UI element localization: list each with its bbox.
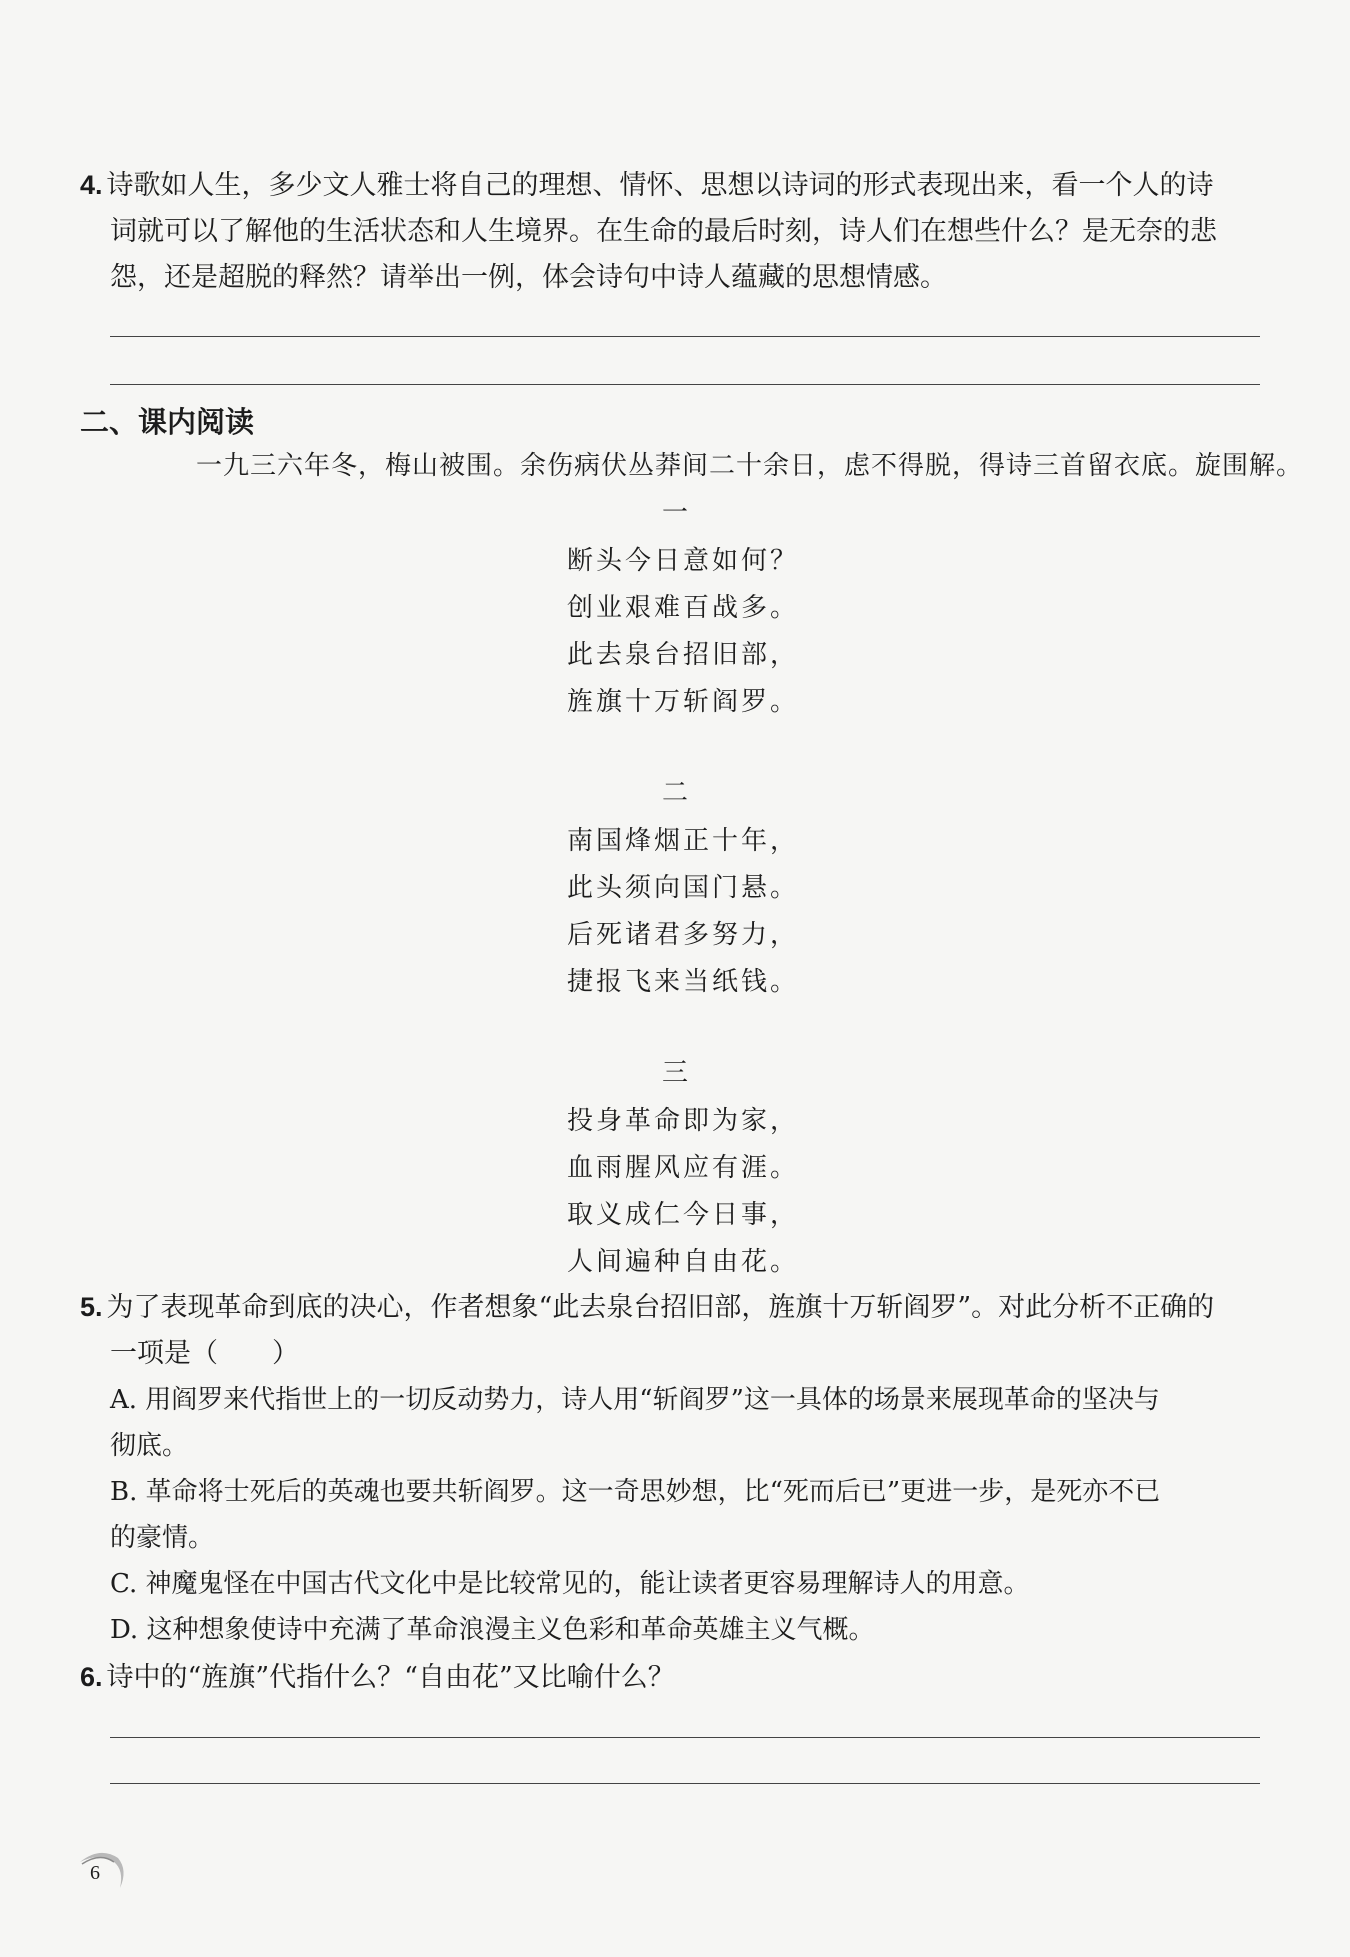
question-4-line-1: 诗歌如人生，多少文人雅士将自己的理想、情怀、思想以诗词的形式表现出来，看一个人的诗 bbox=[106, 170, 1214, 201]
question-5-stem-line-1: 为了表现革命到底的决心，作者想象“此去泉台招旧部，旌旗十万斩阎罗”。对此分析不正确的 bbox=[106, 1292, 1215, 1323]
question-5 bbox=[80, 1284, 1260, 1653]
question-6-number: 6. bbox=[80, 1662, 103, 1692]
option-a-cont: 彻底。 bbox=[110, 1431, 189, 1461]
poem-preface: 一九三六年冬，梅山被围。余伤病伏丛莽间二十余日，虑不得脱，得诗三首留衣底。旋围解。 bbox=[196, 451, 1304, 481]
page-number: 6 bbox=[90, 1862, 100, 1884]
section-title: 二、课内阅读 bbox=[80, 405, 255, 439]
poem-3-line-2: 血雨腥风应有涯。 bbox=[567, 1153, 800, 1183]
answer-line-q6-2[interactable] bbox=[110, 1783, 1260, 1784]
question-5-number: 5. bbox=[80, 1292, 103, 1322]
question-4-number: 4. bbox=[80, 170, 103, 200]
question-5-stem-line-2: 一项是（ ） bbox=[110, 1338, 299, 1369]
poem-2-line-4: 捷报飞来当纸钱。 bbox=[567, 967, 800, 997]
option-a[interactable]: A. 用阎罗来代指世上的一切反动势力，诗人用“斩阎罗”这一具体的场景来展现革命的坚决与 bbox=[110, 1385, 1160, 1415]
poem-2-line-3: 后死诸君多努力， bbox=[567, 920, 800, 950]
poem-2-number: 二 bbox=[661, 778, 688, 808]
answer-line-q6-1[interactable] bbox=[110, 1737, 1260, 1738]
poem-1-line-1: 断头今日意如何？ bbox=[567, 546, 800, 576]
answer-line-q4-1[interactable] bbox=[110, 336, 1260, 337]
poem-3-line-1: 投身革命即为家， bbox=[567, 1106, 800, 1136]
page-swoosh-icon bbox=[70, 1840, 130, 1900]
option-d[interactable]: D. 这种想象使诗中充满了革命浪漫主义色彩和革命英雄主义气概。 bbox=[110, 1615, 875, 1645]
poem-3-line-3: 取义成仁今日事， bbox=[567, 1200, 800, 1230]
poem-1-line-2: 创业艰难百战多。 bbox=[567, 593, 800, 623]
question-4-line-2: 词就可以了解他的生活状态和人生境界。在生命的最后时刻，诗人们在想些什么？是无奈的悲 bbox=[110, 216, 1217, 247]
question-4 bbox=[80, 162, 1260, 301]
poem-1-line-3: 此去泉台招旧部， bbox=[567, 640, 800, 670]
poem-3-line-4: 人间遍种自由花。 bbox=[567, 1247, 800, 1277]
poem-1-number: 一 bbox=[661, 498, 688, 528]
option-c[interactable]: C. 神魔鬼怪在中国古代文化中是比较常见的，能让读者更容易理解诗人的用意。 bbox=[110, 1569, 1030, 1599]
option-b-cont: 的豪情。 bbox=[110, 1523, 215, 1553]
page-number-badge bbox=[70, 1840, 130, 1900]
poem-2-line-2: 此头须向国门悬。 bbox=[567, 873, 800, 903]
poem-2-line-1: 南国烽烟正十年， bbox=[567, 826, 800, 856]
question-6 bbox=[80, 1654, 1260, 1701]
question-6-stem: 诗中的“旌旗”代指什么？“自由花”又比喻什么？ bbox=[106, 1662, 675, 1693]
poem-3-number: 三 bbox=[661, 1058, 688, 1088]
question-4-line-3: 怨，还是超脱的释然？请举出一例，体会诗句中诗人蕴藏的思想情感。 bbox=[110, 262, 947, 293]
option-b[interactable]: B. 革命将士死后的英魂也要共斩阎罗。这一奇思妙想，比“死而后已”更进一步，是死亦不已 bbox=[110, 1477, 1161, 1507]
poem-1-line-4: 旌旗十万斩阎罗。 bbox=[567, 687, 800, 717]
answer-line-q4-2[interactable] bbox=[110, 384, 1260, 385]
